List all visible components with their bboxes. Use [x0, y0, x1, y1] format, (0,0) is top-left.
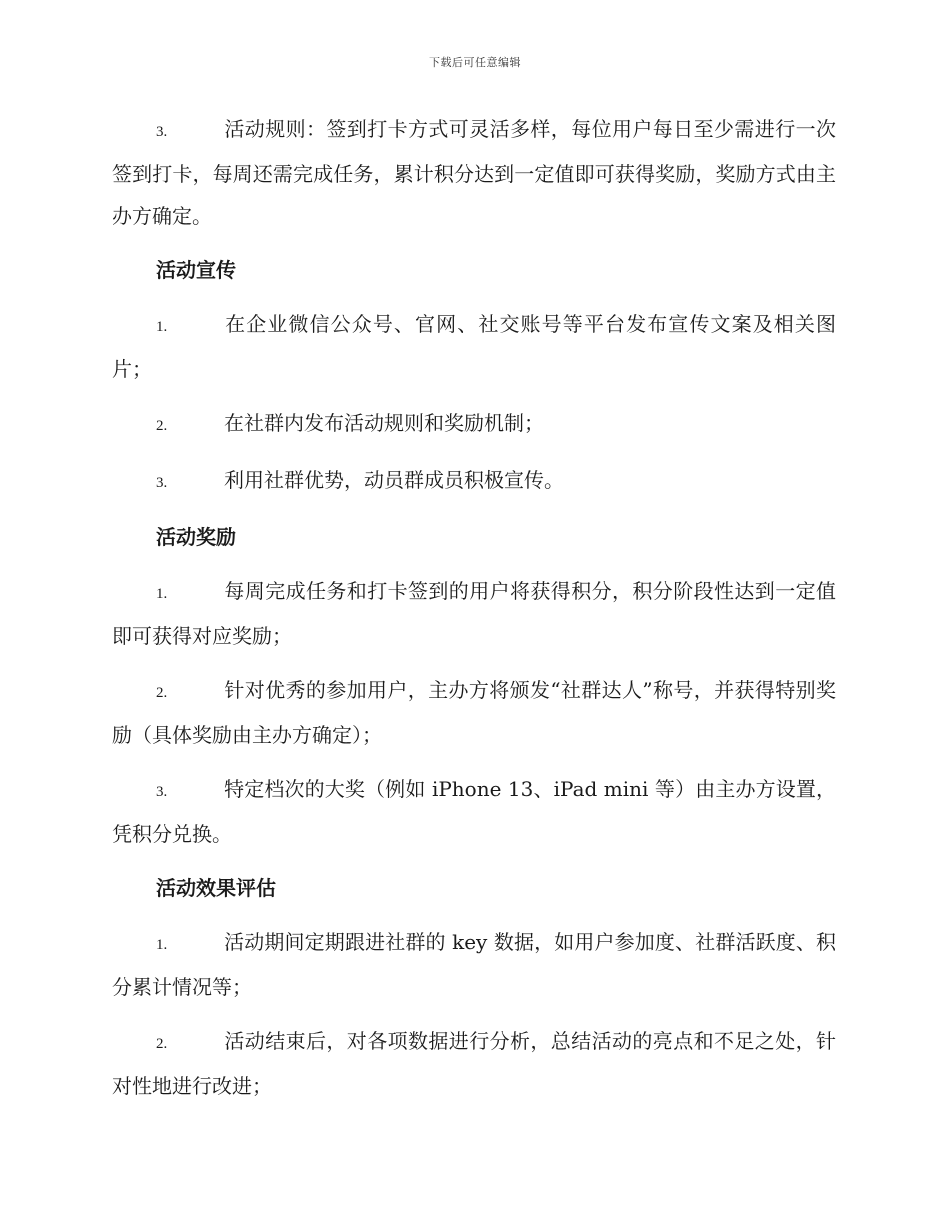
promotion-item-2: [112, 402, 836, 447]
item-number: 1.: [156, 319, 168, 335]
evaluation-item-2: [112, 1020, 836, 1107]
item-number: 3.: [156, 124, 168, 140]
rewards-item-2: [112, 669, 836, 756]
section-heading-rewards: 活动奖励: [156, 525, 236, 549]
item-number: 3.: [156, 784, 168, 800]
item-number: 3.: [156, 475, 168, 491]
section-heading-evaluation: 活动效果评估: [156, 876, 276, 900]
item-text: 每周完成任务和打卡签到的用户将获得积分，积分阶段性达到一定值即可获得对应奖励；: [112, 579, 836, 648]
item-text: 利用社群优势，动员群成员积极宣传。: [224, 468, 564, 492]
item-text: 特定档次的大奖（例如 iPhone 13、iPad mini 等）由主办方设置，凭积分兑换。: [112, 777, 836, 846]
page-header: 下载后可任意编辑: [429, 56, 521, 69]
rewards-item-3: [112, 768, 836, 855]
item-number: 1.: [156, 937, 168, 953]
rewards-item-1: [112, 570, 836, 657]
item-text: 针对优秀的参加用户，主办方将颁发“社群达人”称号，并获得特别奖励（具体奖励由主办方确定）；: [112, 678, 836, 747]
item-number: 2.: [156, 418, 168, 434]
promotion-item-3: [112, 459, 836, 504]
item-number: 1.: [156, 586, 168, 602]
item-text: 活动规则：签到打卡方式可灵活多样，每位用户每日至少需进行一次签到打卡，每周还需完成任务，累计积分达到一定值即可获得奖励，奖励方式由主办方确定。: [112, 117, 836, 228]
rule-item-3: [112, 108, 836, 237]
item-text: 活动期间定期跟进社群的 key 数据，如用户参加度、社群活跃度、积分累计情况等；: [112, 930, 836, 999]
item-text: 在社群内发布活动规则和奖励机制；: [224, 411, 544, 435]
item-text: 在企业微信公众号、官网、社交账号等平台发布宣传文案及相关图片；: [112, 312, 836, 381]
item-text: 活动结束后，对各项数据进行分析，总结活动的亮点和不足之处，针对性地进行改进；: [112, 1029, 836, 1098]
item-number: 2.: [156, 1036, 168, 1052]
evaluation-item-1: [112, 921, 836, 1008]
section-heading-promotion: 活动宣传: [156, 258, 236, 282]
item-number: 2.: [156, 685, 168, 701]
document-body: [112, 108, 836, 1119]
promotion-item-1: [112, 303, 836, 390]
